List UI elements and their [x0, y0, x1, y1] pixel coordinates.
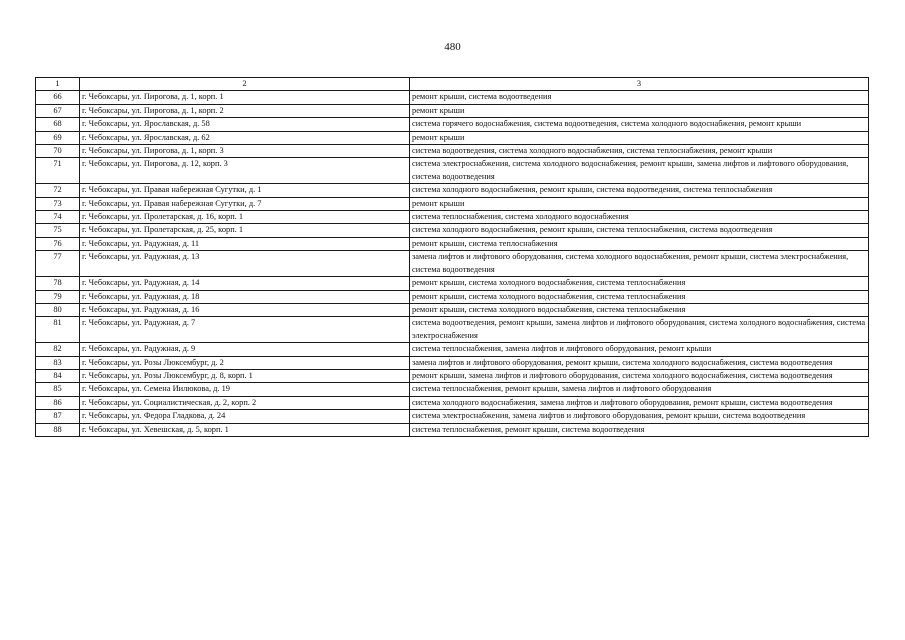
works-cell: система водоотведения, система холодного водоснабжения, система теплоснабжения, ремонт крыши: [410, 145, 869, 158]
table-row: [36, 369, 869, 382]
address-cell: г. Чебоксары, ул. Пирогова, д. 1, корп. 1: [80, 91, 410, 104]
row-number-cell: 81: [36, 317, 80, 343]
row-number-cell: 75: [36, 224, 80, 237]
table-row: [36, 224, 869, 237]
row-number-cell: 74: [36, 211, 80, 224]
row-number-cell: 73: [36, 197, 80, 210]
row-number-cell: 83: [36, 356, 80, 369]
works-cell: ремонт крыши, система водоотведения: [410, 91, 869, 104]
address-cell: г. Чебоксары, ул. Ярославская, д. 62: [80, 131, 410, 144]
table-row: [36, 104, 869, 117]
works-cell: ремонт крыши, система холодного водоснабжения, система теплоснабжения: [410, 290, 869, 303]
table-row: [36, 118, 869, 131]
table-row: [36, 131, 869, 144]
address-cell: г. Чебоксары, ул. Радужная, д. 16: [80, 303, 410, 316]
table-header-row: [36, 78, 869, 91]
works-cell: ремонт крыши, система теплоснабжения: [410, 237, 869, 250]
address-cell: г. Чебоксары, ул. Пирогова, д. 1, корп. 3: [80, 145, 410, 158]
table-row: [36, 356, 869, 369]
address-cell: г. Чебоксары, ул. Радужная, д. 7: [80, 317, 410, 343]
works-cell: система теплоснабжения, система холодного водоснабжения: [410, 211, 869, 224]
address-cell: г. Чебоксары, ул. Пирогова, д. 12, корп. 3: [80, 158, 410, 184]
row-number-cell: 84: [36, 369, 80, 382]
address-cell: г. Чебоксары, ул. Правая набережная Сугутки, д. 7: [80, 197, 410, 210]
works-cell: система водоотведения, ремонт крыши, замена лифтов и лифтового оборудования, система холодного водоснабжения, система электроснабжения: [410, 317, 869, 343]
works-cell: ремонт крыши, система холодного водоснабжения, система теплоснабжения: [410, 277, 869, 290]
address-cell: г. Чебоксары, ул. Пролетарская, д. 25, корп. 1: [80, 224, 410, 237]
table-row: [36, 277, 869, 290]
address-cell: г. Чебоксары, ул. Федора Гладкова, д. 24: [80, 410, 410, 423]
address-cell: г. Чебоксары, ул. Радужная, д. 13: [80, 251, 410, 277]
table-row: [36, 343, 869, 356]
page-number: 480: [444, 41, 461, 53]
address-cell: г. Чебоксары, ул. Розы Люксембург, д. 2: [80, 356, 410, 369]
works-cell: система теплоснабжения, ремонт крыши, замена лифтов и лифтового оборудования: [410, 383, 869, 396]
works-cell: замена лифтов и лифтового оборудования, система холодного водоснабжения, ремонт крыши, система электроснабжения, система водоотведения: [410, 251, 869, 277]
table-row: [36, 91, 869, 104]
row-number-cell: 79: [36, 290, 80, 303]
table-body: [36, 78, 869, 437]
works-cell: система теплоснабжения, замена лифтов и лифтового оборудования, ремонт крыши: [410, 343, 869, 356]
repair-works-table: [35, 77, 869, 437]
table-row: [36, 317, 869, 343]
row-number-cell: 82: [36, 343, 80, 356]
row-number-cell: 87: [36, 410, 80, 423]
table-row: [36, 237, 869, 250]
row-number-cell: 72: [36, 184, 80, 197]
works-cell: ремонт крыши: [410, 104, 869, 117]
row-number-cell: 80: [36, 303, 80, 316]
works-cell: система холодного водоснабжения, ремонт крыши, система теплоснабжения, система водоотведения: [410, 224, 869, 237]
table-row: [36, 303, 869, 316]
table-row: [36, 383, 869, 396]
works-cell: ремонт крыши: [410, 131, 869, 144]
address-cell: г. Чебоксары, ул. Пирогова, д. 1, корп. 2: [80, 104, 410, 117]
table-row: [36, 197, 869, 210]
table-row: [36, 145, 869, 158]
column-header-address: 2: [80, 78, 410, 91]
row-number-cell: 66: [36, 91, 80, 104]
table-row: [36, 211, 869, 224]
works-cell: система электроснабжения, система холодного водоснабжения, ремонт крыши, замена лифтов и лифтового оборудования, система водоотведения: [410, 158, 869, 184]
works-cell: ремонт крыши: [410, 197, 869, 210]
row-number-cell: 78: [36, 277, 80, 290]
address-cell: г. Чебоксары, ул. Пролетарская, д. 16, корп. 1: [80, 211, 410, 224]
table-row: [36, 251, 869, 277]
address-cell: г. Чебоксары, ул. Хевешская, д. 5, корп. 1: [80, 423, 410, 436]
address-cell: г. Чебоксары, ул. Семена Иилюкова, д. 19: [80, 383, 410, 396]
table-row: [36, 396, 869, 409]
address-cell: г. Чебоксары, ул. Радужная, д. 11: [80, 237, 410, 250]
row-number-cell: 77: [36, 251, 80, 277]
address-cell: г. Чебоксары, ул. Радужная, д. 14: [80, 277, 410, 290]
works-cell: ремонт крыши, система холодного водоснабжения, система теплоснабжения: [410, 303, 869, 316]
table-row: [36, 423, 869, 436]
works-cell: замена лифтов и лифтового оборудования, ремонт крыши, система холодного водоснабжения, система водоотведения: [410, 356, 869, 369]
works-cell: система теплоснабжения, ремонт крыши, система водоотведения: [410, 423, 869, 436]
address-cell: г. Чебоксары, ул. Радужная, д. 18: [80, 290, 410, 303]
address-cell: г. Чебоксары, ул. Ярославская, д. 58: [80, 118, 410, 131]
address-cell: г. Чебоксары, ул. Радужная, д. 9: [80, 343, 410, 356]
table-row: [36, 184, 869, 197]
row-number-cell: 88: [36, 423, 80, 436]
works-cell: система горячего водоснабжения, система водоотведения, система холодного водоснабжения, ремонт крыши: [410, 118, 869, 131]
works-cell: ремонт крыши, замена лифтов и лифтового оборудования, система холодного водоснабжения, система водоотведения: [410, 369, 869, 382]
row-number-cell: 70: [36, 145, 80, 158]
row-number-cell: 85: [36, 383, 80, 396]
address-cell: г. Чебоксары, ул. Розы Люксембург, д. 8, корп. 1: [80, 369, 410, 382]
row-number-cell: 86: [36, 396, 80, 409]
row-number-cell: 71: [36, 158, 80, 184]
address-cell: г. Чебоксары, ул. Правая набережная Сугутки, д. 1: [80, 184, 410, 197]
table-row: [36, 410, 869, 423]
address-cell: г. Чебоксары, ул. Социалистическая, д. 2, корп. 2: [80, 396, 410, 409]
column-header-works: 3: [410, 78, 869, 91]
row-number-cell: 76: [36, 237, 80, 250]
row-number-cell: 68: [36, 118, 80, 131]
works-cell: система холодного водоснабжения, ремонт крыши, система водоотведения, система теплоснабжения: [410, 184, 869, 197]
table-row: [36, 158, 869, 184]
works-cell: система холодного водоснабжения, замена лифтов и лифтового оборудования, ремонт крыши, система водоотведения: [410, 396, 869, 409]
row-number-cell: 69: [36, 131, 80, 144]
column-header-number: 1: [36, 78, 80, 91]
works-cell: система электроснабжения, замена лифтов и лифтового оборудования, ремонт крыши, система водоотведения: [410, 410, 869, 423]
table-row: [36, 290, 869, 303]
row-number-cell: 67: [36, 104, 80, 117]
